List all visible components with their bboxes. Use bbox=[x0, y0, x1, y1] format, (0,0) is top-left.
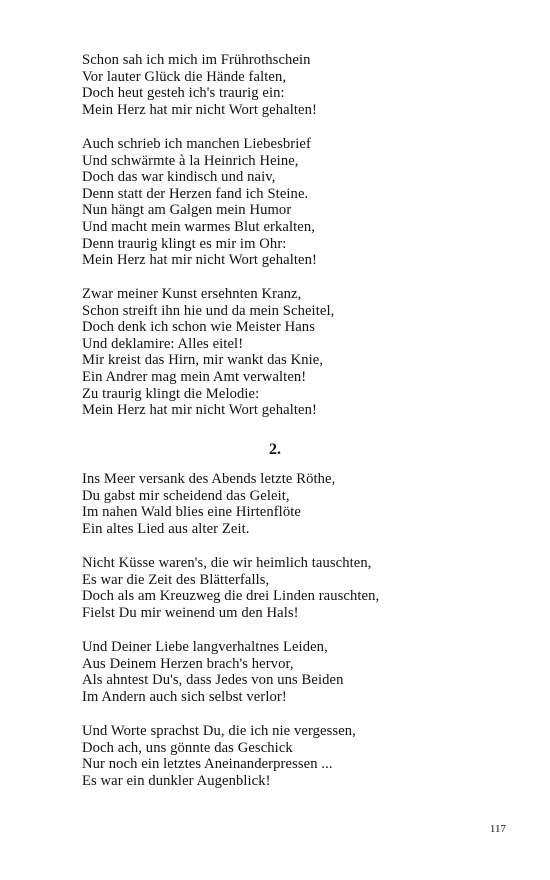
poem-line: Mir kreist das Hirn, mir wankt das Knie, bbox=[82, 352, 324, 369]
poem-stanza bbox=[82, 555, 482, 621]
poem-line: Auch schrieb ich manchen Liebesbrief bbox=[82, 136, 311, 152]
poem-line: Doch heut gesteh ich's traurig ein: bbox=[82, 85, 285, 102]
poem-line: Und Worte sprachst Du, die ich nie vergessen, bbox=[82, 723, 356, 739]
poem-line: Doch als am Kreuzweg die drei Linden rauschten, bbox=[82, 588, 380, 605]
poem-line: Und macht mein warmes Blut erkalten, bbox=[82, 218, 315, 235]
poem-line: Nicht Küsse waren's, die wir heimlich tauschten, bbox=[82, 555, 372, 571]
poem-stanza bbox=[82, 286, 482, 419]
poem-line: Es war ein dunkler Augenblick! bbox=[82, 772, 271, 789]
poem-line: Ein Andrer mag mein Amt verwalten! bbox=[82, 368, 307, 385]
poem-stanza bbox=[82, 639, 482, 705]
poem-line: Zu traurig klingt die Melodie: bbox=[82, 385, 260, 402]
poem-line: Und Deiner Liebe langverhaltnes Leiden, bbox=[82, 639, 328, 655]
poem-line: Denn traurig klingt es mir im Ohr: bbox=[82, 235, 287, 252]
poem-line: Denn statt der Herzen fand ich Steine. bbox=[82, 185, 309, 202]
poem-line: Ein altes Lied aus alter Zeit. bbox=[82, 520, 250, 537]
poem-line: Nur noch ein letztes Aneinanderpressen ... bbox=[82, 756, 333, 773]
poem-line: Doch das war kindisch und naiv, bbox=[82, 169, 276, 186]
poem-stanza bbox=[82, 136, 482, 269]
section-heading: 2. bbox=[269, 441, 281, 458]
poem-line: Schon streift ihn hie und da mein Scheitel, bbox=[82, 302, 335, 319]
poem-stanza bbox=[82, 471, 482, 537]
poem-line: Nun hängt am Galgen mein Humor bbox=[82, 202, 292, 219]
poem-line: Und deklamire: Alles eitel! bbox=[82, 335, 244, 352]
poem-line: Im nahen Wald blies eine Hirtenflöte bbox=[82, 504, 301, 521]
poem-line: Doch denk ich schon wie Meister Hans bbox=[82, 319, 315, 336]
poem-line: Schon sah ich mich im Frührothschein bbox=[82, 52, 311, 68]
poem-line: Vor lauter Glück die Hände falten, bbox=[82, 68, 287, 85]
poem-line: Zwar meiner Kunst ersehnten Kranz, bbox=[82, 286, 302, 302]
poem-line: Mein Herz hat mir nicht Wort gehalten! bbox=[82, 252, 317, 269]
poem-line: Doch ach, uns gönnte das Geschick bbox=[82, 739, 293, 756]
poem-line: Du gabst mir scheidend das Geleit, bbox=[82, 487, 290, 504]
poem-line: Es war die Zeit des Blätterfalls, bbox=[82, 571, 270, 588]
poem-line: Mein Herz hat mir nicht Wort gehalten! bbox=[82, 101, 317, 118]
page-number: 117 bbox=[489, 823, 506, 835]
poem-line: Mein Herz hat mir nicht Wort gehalten! bbox=[82, 402, 317, 419]
poem-line: Und schwärmte à la Heinrich Heine, bbox=[82, 152, 299, 169]
poem-stanza bbox=[82, 52, 482, 118]
poem-line: Aus Deinem Herzen brach's hervor, bbox=[82, 655, 294, 672]
poem-line: Im Andern auch sich selbst verlor! bbox=[82, 688, 287, 705]
poem-line: Fielst Du mir weinend um den Hals! bbox=[82, 604, 299, 621]
poem-line: Als ahntest Du's, dass Jedes von uns Beiden bbox=[82, 672, 344, 689]
poem-line: Ins Meer versank des Abends letzte Röthe, bbox=[82, 471, 336, 487]
poem-stanza bbox=[82, 723, 482, 789]
